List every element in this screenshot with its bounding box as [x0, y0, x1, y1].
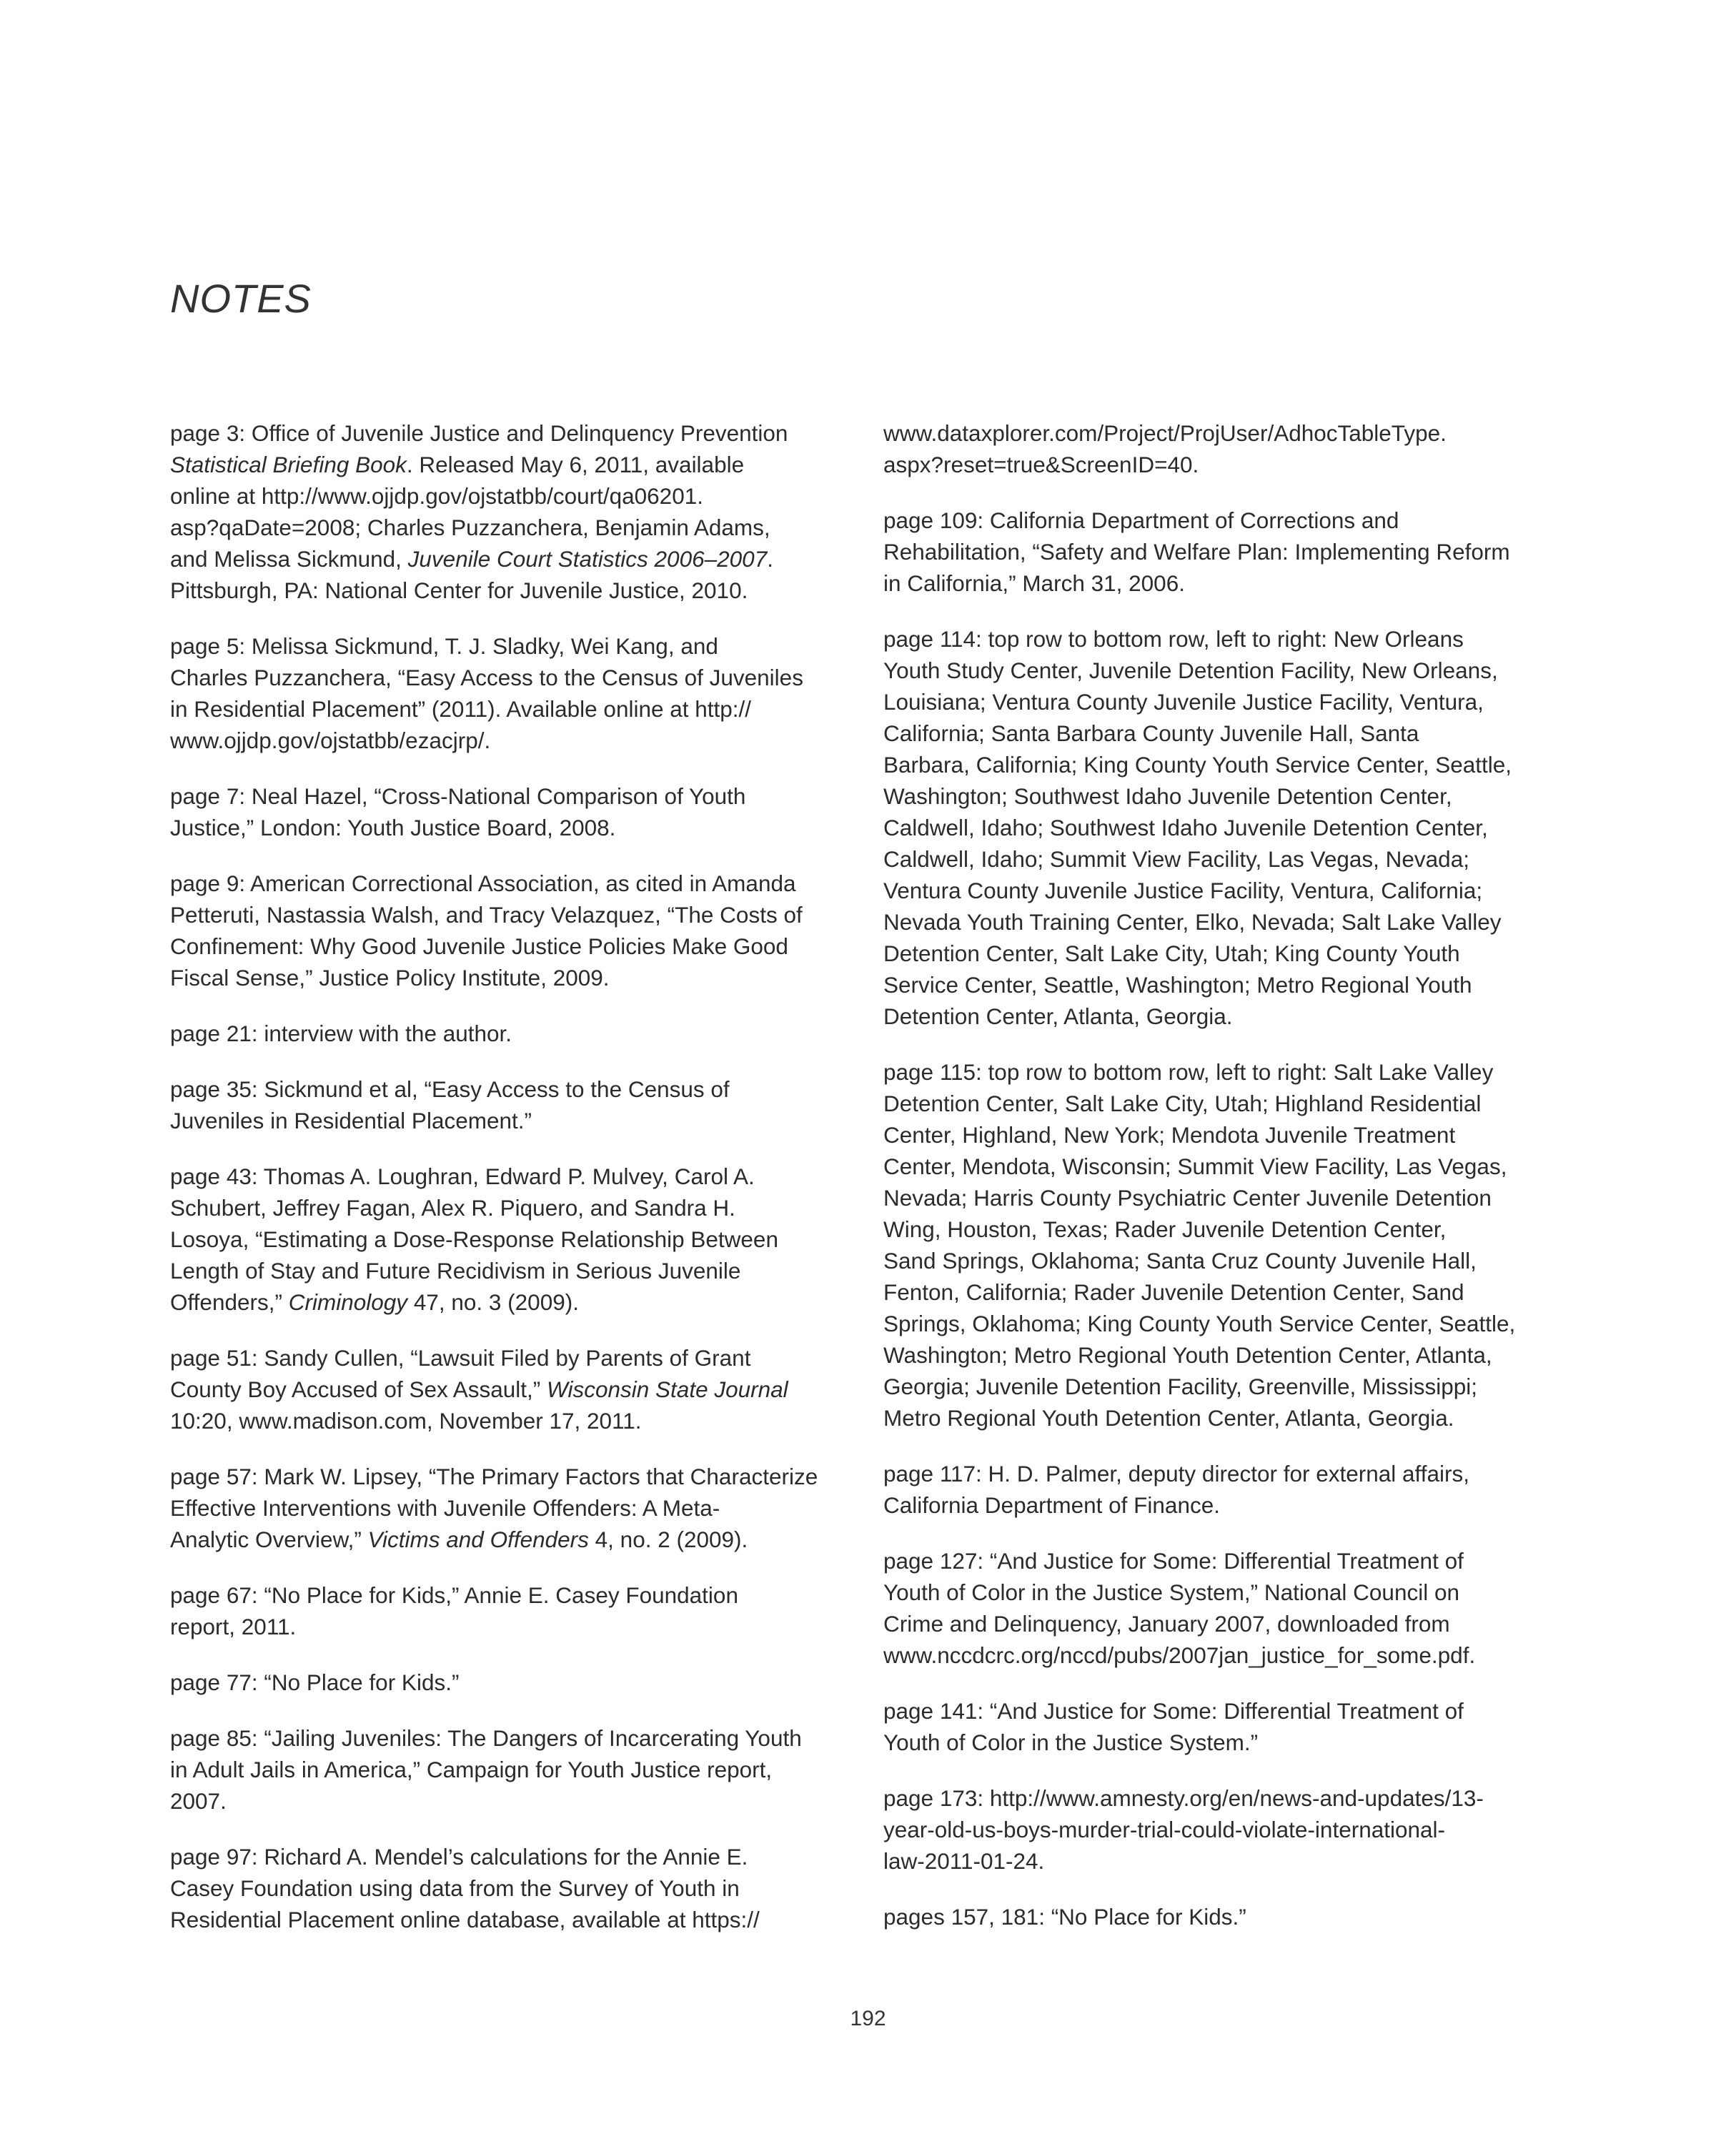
note-text: . Pittsburgh, PA: National Center for Juvenile Justice, 2010. [170, 546, 773, 603]
note-page-35: page 35: Sickmund et al, “Easy Access to the Census of Juveniles in Residential Placement.” [170, 1076, 730, 1133]
page-number: 192 [850, 2007, 886, 2030]
note-text: 47, no. 3 (2009). [407, 1289, 579, 1315]
note-page-127: page 127: “And Justice for Some: Differential Treatment of Youth of Color in the Justice System,” National Council on Crime and Delinquency, January 2007, downloaded from www.nccdcrc.org/nccd/pubs/2007jan_justice_for_some.pdf. [883, 1548, 1476, 1668]
note-page-5: page 5: Melissa Sickmund, T. J. Sladky, Wei Kang, and Charles Puzzanchera, “Easy Access to the Census of Juveniles in Residential Placement” (2011). Available online at http:// www.ojjdp.gov/ojstatbb/ezacjrp/. [170, 633, 803, 753]
note-page-85: page 85: “Jailing Juveniles: The Dangers of Incarcerating Youth in Adult Jails in America,” Campaign for Youth Justice report, 2007. [170, 1725, 802, 1814]
note-page-109: page 109: California Department of Corrections and Rehabilitation, “Safety and Welfare Plan: Implementing Reform in California,” March 31, 2006. [883, 507, 1510, 596]
note-italic-title: Criminology [288, 1289, 408, 1315]
note-page-51 [170, 1342, 856, 1436]
note-text: 10:20, www.madison.com, November 17, 2011. [170, 1408, 642, 1434]
note-italic-title: Wisconsin State Journal [547, 1376, 788, 1402]
note-page-114: page 114: top row to bottom row, left to right: New Orleans Youth Study Center, Juvenile Detention Facility, New Orleans, Louisiana; Ventura County Juvenile Justice Facility, Ventura, California; Santa Barbara County Juvenile Hall, Santa Barbara, California; King County Youth Service Center, Seattle, Washington; Southwest Idaho Juvenile Detention Center, Caldwell, Idaho; Southwest Idaho Juvenile Detention Center, Caldwell, Idaho; Summit View Facility, Las Vegas, Nevada; Ventura County Juvenile Justice Facility, Ventura, California; Nevada Youth Training Center, Elko, Nevada; Salt Lake Valley Detention Center, Salt Lake City, Utah; King County Youth Service Center, Seattle, Washington; Metro Regional Youth Detention Center, Atlanta, Georgia. [883, 626, 1512, 1029]
note-page-115: page 115: top row to bottom row, left to right: Salt Lake Valley Detention Center, Salt Lake City, Utah; Highland Residential Center, Highland, New York; Mendota Juvenile Treatment Center, Mendota, Wisconsin; Summit View Facility, Las Vegas, Nevada; Harris County Psychiatric Center Juvenile Detention Wing, Houston, Texas; Rader Juvenile Detention Center, Sand Springs, Oklahoma; Santa Cruz County Juvenile Hall, Fenton, California; Rader Juvenile Detention Center, Sand Springs, Oklahoma; King County Youth Service Center, Seattle, Washington; Metro Regional Youth Detention Center, Atlanta, Georgia; Juvenile Detention Facility, Greenville, Mississippi; Metro Regional Youth Detention Center, Atlanta, Georgia. [883, 1059, 1516, 1431]
note-page-21: page 21: interview with the author. [170, 1021, 512, 1046]
note-italic-title: Statistical Briefing Book [170, 452, 407, 477]
notes-column-left [170, 417, 856, 1960]
note-pages-157-181: pages 157, 181: “No Place for Kids.” [883, 1904, 1246, 1930]
note-page-7: page 7: Neal Hazel, “Cross-National Comparison of Youth Justice,” London: Youth Justice Board, 2008. [170, 783, 746, 840]
note-page-117: page 117: H. D. Palmer, deputy director for external affairs, California Department of Finance. [883, 1461, 1469, 1518]
note-italic-title: Victims and Offenders [367, 1527, 589, 1552]
note-page-57 [170, 1461, 856, 1555]
page-title: NOTES [170, 276, 312, 321]
note-page-173: page 173: http://www.amnesty.org/en/news-and-updates/13- year-old-us-boys-murder-trial-could-violate-international- law-2011-01-24. [883, 1785, 1484, 1874]
notes-column-right [883, 417, 1569, 1957]
note-page-97-continued: www.dataxplorer.com/Project/ProjUser/AdhocTableType. aspx?reset=true&ScreenID=40. [883, 420, 1447, 477]
note-page-43 [170, 1161, 856, 1318]
note-page-67: page 67: “No Place for Kids,” Annie E. Casey Foundation report, 2011. [170, 1582, 738, 1639]
note-text: 4, no. 2 (2009). [588, 1527, 748, 1552]
note-page-77: page 77: “No Place for Kids.” [170, 1669, 460, 1695]
note-text: page 51: Sandy Cullen, “Lawsuit Filed by Parents of Grant County Boy Accused of Sex Assault,” [170, 1345, 751, 1402]
note-page-9: page 9: American Correctional Association, as cited in Amanda Petteruti, Nastassia Walsh, and Tracy Velazquez, “The Costs of Confinement: Why Good Juvenile Justice Policies Make Good Fiscal Sense,” Justice Policy Institute, 2009. [170, 870, 803, 991]
note-text: page 3: Office of Juvenile Justice and Delinquency Prevention [170, 420, 788, 446]
note-italic-title: Juvenile Court Statistics 2006–2007 [407, 546, 768, 572]
note-page-3 [170, 417, 856, 606]
note-text: page 43: Thomas A. Loughran, Edward P. Mulvey, Carol A. Schubert, Jeffrey Fagan, Alex R. Piquero, and Sandra H. Losoya, “Estimating a Dose-Response Relationship Between Length of Stay and Future Recidivism in Serious Juvenile Offenders,” [170, 1163, 778, 1315]
note-text: page 57: Mark W. Lipsey, “The Primary Factors that Characterize Effective Interventions with Juvenile Offenders: A Meta- Analytic Overview,” [170, 1464, 818, 1552]
note-page-97: page 97: Richard A. Mendel’s calculations for the Annie E. Casey Foundation using data from the Survey of Youth in Residential Placement online database, available at https:// [170, 1844, 760, 1932]
note-text: . Released May 6, 2011, available online at http://www.ojjdp.gov/ojstatbb/court/qa06201. asp?qaDate=2008; Charles Puzzanchera, Benjamin Adams, and Melissa Sickmund, [170, 452, 770, 572]
note-page-141: page 141: “And Justice for Some: Differential Treatment of Youth of Color in the Justice System.” [883, 1698, 1464, 1755]
